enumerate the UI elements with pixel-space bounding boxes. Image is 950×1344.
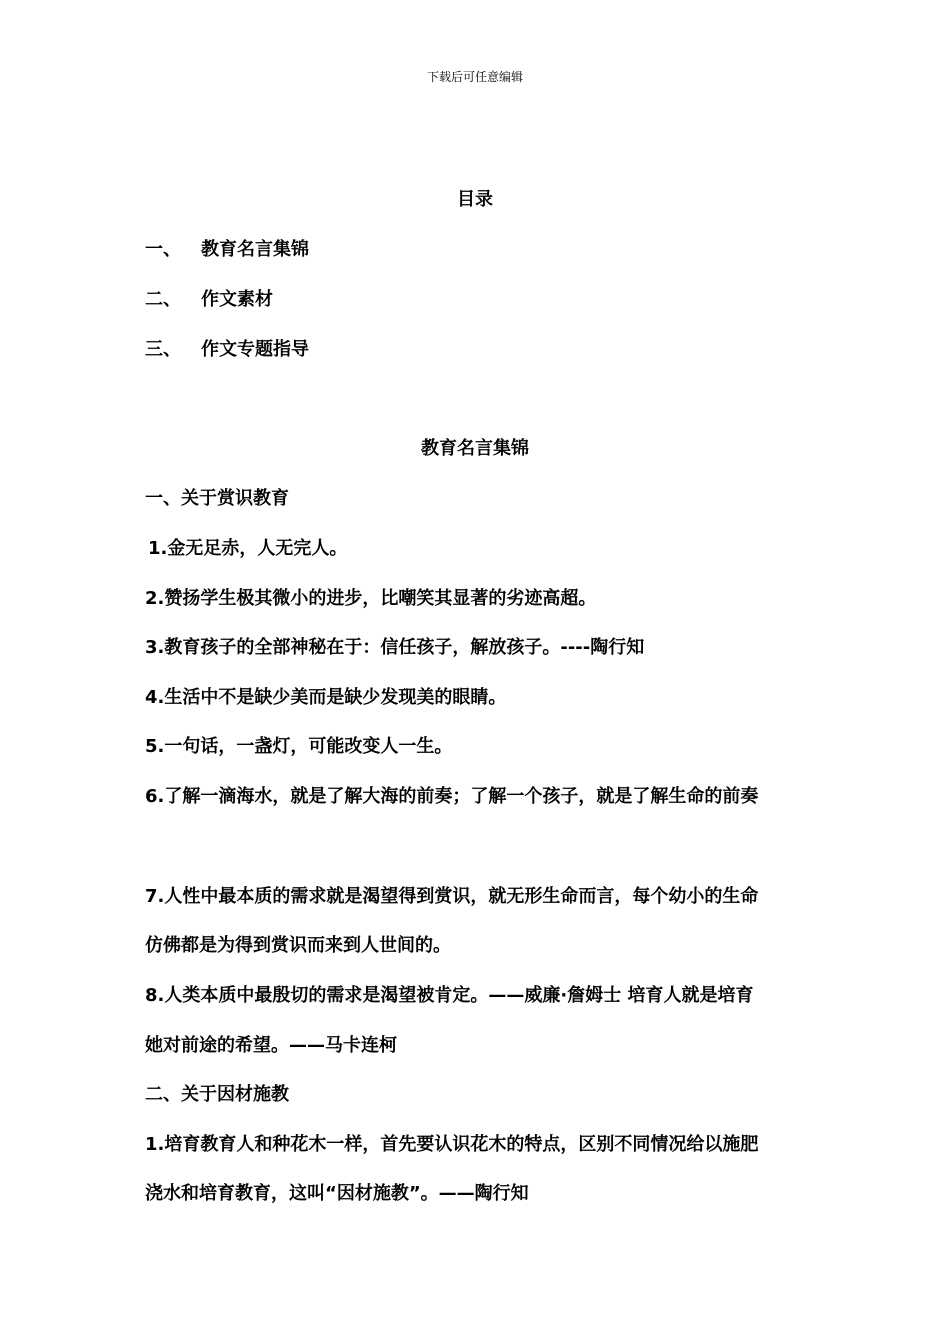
- quote-line: 1.金无足赤，人无完人。: [148, 538, 348, 559]
- toc-item-label: 教育名言集锦: [201, 239, 309, 260]
- quote-line: 3.教育孩子的全部神秘在于：信任孩子，解放孩子。----陶行知: [145, 637, 645, 658]
- quote-line: 1.培育教育人和种花木一样，首先要认识花木的特点，区别不同情况给以施肥: [145, 1134, 759, 1155]
- subsection-heading: 一、关于赏识教育: [145, 488, 289, 509]
- toc-item-label: 作文素材: [201, 289, 273, 310]
- quote-line: 7.人性中最本质的需求就是渴望得到赏识，就无形生命而言，每个幼小的生命: [145, 886, 759, 907]
- header-note: 下载后可任意编辑: [426, 70, 523, 84]
- quote-line: 4.生活中不是缺少美而是缺少发现美的眼睛。: [145, 687, 507, 708]
- toc-item-number: 二、: [145, 289, 181, 310]
- quote-line: 8.人类本质中最殷切的需求是渴望被肯定。——威廉·詹姆士 培育人就是培育: [145, 985, 754, 1006]
- subsection-heading: 二、关于因材施教: [145, 1084, 289, 1105]
- toc-item-number: 三、: [145, 339, 181, 360]
- quote-line: 6.了解一滴海水，就是了解大海的前奏；了解一个孩子，就是了解生命的前奏: [145, 786, 759, 807]
- quote-line: 她对前途的希望。——马卡连柯: [145, 1035, 397, 1056]
- quote-line: 仿佛都是为得到赏识而来到人世间的。: [145, 935, 451, 956]
- section-title: 教育名言集锦: [421, 438, 529, 459]
- quote-line: 5.一句话，一盏灯，可能改变人一生。: [145, 736, 453, 757]
- quote-line: 浇水和培育教育，这叫“因材施教”。——陶行知: [145, 1183, 529, 1204]
- toc-item-label: 作文专题指导: [201, 339, 309, 360]
- toc-item-number: 一、: [145, 239, 181, 260]
- quote-line: 2.赞扬学生极其微小的进步，比嘲笑其显著的劣迹高超。: [145, 588, 597, 609]
- toc-title: 目录: [457, 189, 493, 210]
